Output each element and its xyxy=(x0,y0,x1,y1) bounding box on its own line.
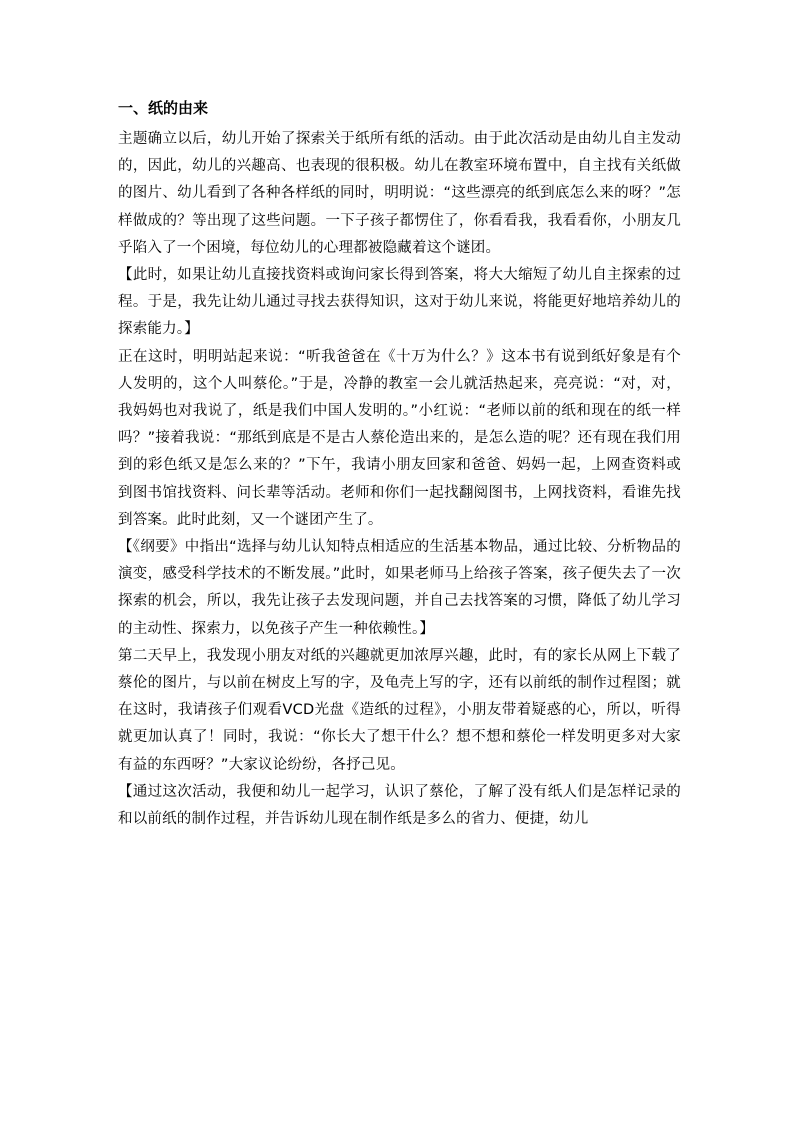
paragraph: 第二天早上，我发现小朋友对纸的兴趣就更加浓厚兴趣，此时，有的家长从网上下载了蔡伦的图片，与以前在树皮上写的字，及龟壳上写的字，还有以前纸的制作过程图；就在这时，我请孩子们观看VCD光盘《造纸的过程》，小朋友带着疑惑的心，所以，听得就更加认真了！同时，我说：“你长大了想干什么？想不想和蔡伦一样发明更多对大家有益的东西呀？”大家议论纷纷，各抒己见。 xyxy=(118,647,681,773)
paragraph: 【通过这次活动，我便和幼儿一起学习，认识了蔡伦，了解了没有纸人们是怎样记录的和以前纸的制作过程，并告诉幼儿现在制作纸是多么的省力、便捷，幼儿 xyxy=(118,783,681,828)
paragraph: 主题确立以后，幼儿开始了探索关于纸所有纸的活动。由于此次活动是由幼儿自主发动的，因此，幼儿的兴趣高、也表现的很积极。幼儿在教室环境布置中，自主找有关纸做的图片、幼儿看到了各种各样纸的同时，明明说：“这些漂亮的纸到底怎么来的呀？”怎样做成的？等出现了这些问题。一下子孩子都愣住了，你看看我，我看看你，小朋友几乎陷入了一个困境，每位幼儿的心理都被隐藏着这个谜团。 xyxy=(118,131,681,256)
paragraph: 【《纲要》中指出“选择与幼儿认知特点相适应的生活基本物品，通过比较、分析物品的演变，感受科学技术的不断发展。”此时，如果老师马上给孩子答案，孩子便失去了一次探索的机会，所以，我先让孩子去发现问题，并自己去找答案的习惯，降低了幼儿学习的主动性、探索力，以免孩子产生一种依赖性。】 xyxy=(118,539,681,637)
section-title: 一、纸的由来 xyxy=(118,99,209,117)
paragraph: 【此时，如果让幼儿直接找资料或询问家长得到答案，将大大缩短了幼儿自主探索的过程。于是，我先让幼儿通过寻找去获得知识，这对于幼儿来说，将能更好地培养幼儿的探索能力。】 xyxy=(118,267,681,338)
paragraph: 正在这时，明明站起来说：“听我爸爸在《十万为什么？》这本书有说到纸好象是有个人发明的，这个人叫蔡伦。”于是，冷静的教室一会儿就活热起来，亮亮说：“对，对，我妈妈也对我说了，纸是我们中国人发明的。”小红说：“老师以前的纸和现在的纸一样吗？”接着我说：“那纸到底是不是古人蔡伦造出来的，是怎么造的呢？还有现在我们用到的彩色纸又是怎么来的？”下午，我请小朋友回家和爸爸、妈妈一起，上网查资料或到图书馆找资料、问长辈等活动。老师和你们一起找翻阅图书，上网找资料，看谁先找到答案。此时此刻，又一个谜团产生了。 xyxy=(118,348,681,528)
